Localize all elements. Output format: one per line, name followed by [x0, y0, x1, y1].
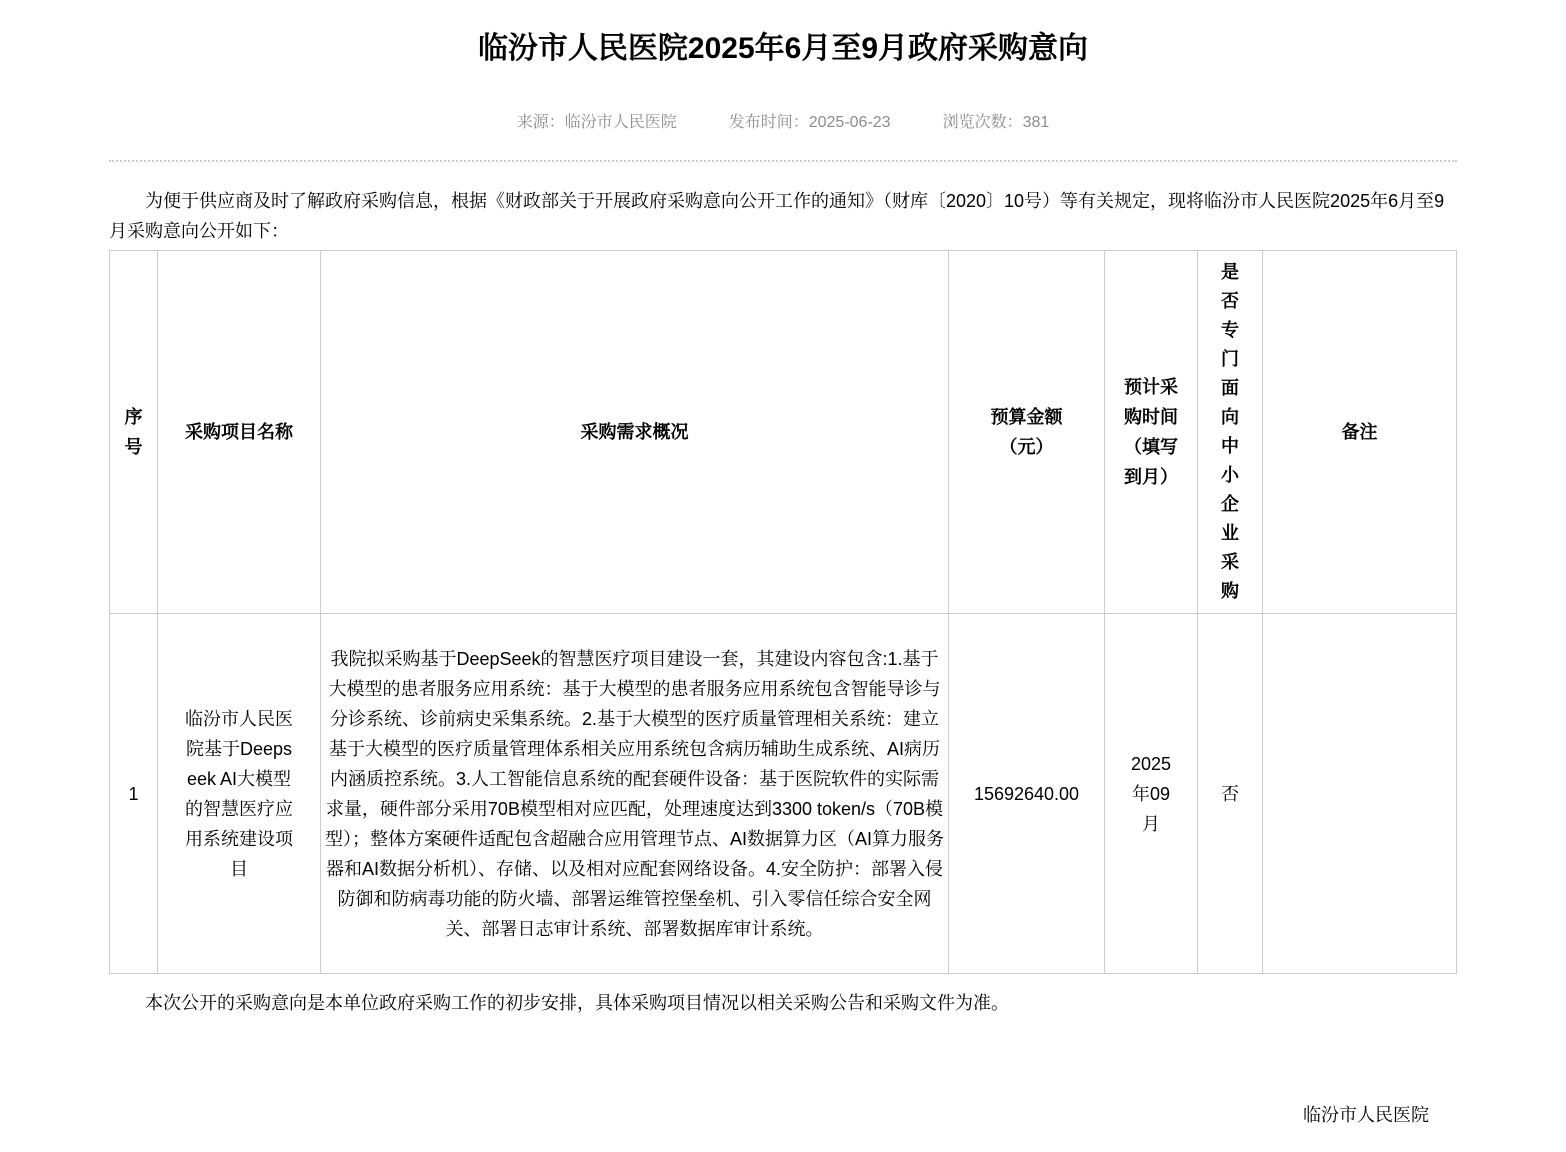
col-header-index-label: 序号 [124, 407, 143, 457]
meta-view-count [943, 112, 1050, 134]
col-header-smes-only-label: 是否专门面向中小企业采购 [1221, 262, 1239, 601]
page-title: 临汾市人民医院2025年6月至9月政府采购意向 [477, 32, 1089, 65]
meta-source-value: 临汾市人民医院 [564, 114, 677, 131]
meta-source-label: 来源： [516, 114, 565, 131]
cell-budget: 15692640.00 [949, 614, 1105, 974]
meta-publish-time [729, 112, 891, 134]
meta-row [109, 112, 1457, 134]
dotted-divider [109, 160, 1457, 162]
col-header-project-name-label: 采购项目名称 [185, 422, 293, 442]
cell-index: 1 [110, 614, 158, 974]
footer-note: 本次公开的采购意向是本单位政府采购工作的初步安排，具体采购项目情况以相关采购公告和采购文件为准。 [145, 993, 1009, 1013]
cell-project-name [158, 614, 321, 974]
cell-planned-time-text: 2025年09月 [1130, 753, 1172, 834]
signature: 临汾市人民医院 [1303, 1105, 1429, 1125]
cell-project-name-text: 临汾市人民医院基于Deepseek AI大模型的智慧医疗应用系统建设项目 [185, 708, 293, 879]
table-header-row [110, 251, 1457, 614]
announcement-page [109, 0, 1457, 1128]
col-header-remark [1263, 251, 1457, 614]
col-header-planned-time-label: 预计采购时间（填写到月） [1124, 377, 1178, 487]
col-header-budget-label: 预算金额（元） [990, 407, 1063, 457]
meta-source [517, 112, 677, 134]
meta-publish-value: 2025-06-23 [808, 114, 891, 131]
col-header-requirement [321, 251, 949, 614]
meta-publish-label: 发布时间： [728, 114, 809, 131]
table-row [110, 614, 1457, 974]
intro-paragraph: 为便于供应商及时了解政府采购信息，根据《财政部关于开展政府采购意向公开工作的通知》（财库〔2020〕10号）等有关规定，现将临汾市人民医院2025年6月至9月采购意向公开如下： [109, 191, 1445, 241]
col-header-smes-only [1198, 251, 1263, 614]
meta-views-label: 浏览次数： [942, 114, 1023, 131]
cell-requirement: 我院拟采购基于DeepSeek的智慧医疗项目建设一套，其建设内容包含:1.基于大模型的患者服务应用系统：基于大模型的患者服务应用系统包含智能导诊与分诊系统、诊前病史采集系统。2.基于大模型的医疗质量管理相关系统：建立基于大模型的医疗质量管理体系相关应用系统包含病历辅助生成系统、AI病历内涵质控系统。3.人工智能信息系统的配套硬件设备：基于医院软件的实际需求量，硬件部分采用70B模型相对应匹配，处理速度达到3300 token/s（70B模型）；整体方案硬件适配包含超融合应用管理节点、AI数据算力区（AI算力服务器和AI数据分析机）、存储、以及相对应配套网络设备。4.安全防护：部署入侵防御和防病毒功能的防火墙、部署运维管控堡垒机、引入零信任综合安全网关、部署日志审计系统、部署数据库审计系统。 [321, 614, 949, 974]
col-header-budget [949, 251, 1105, 614]
meta-views-value: 381 [1022, 114, 1050, 131]
cell-planned-time [1105, 614, 1198, 974]
col-header-planned-time [1105, 251, 1198, 614]
col-header-requirement-label: 采购需求概况 [580, 422, 689, 442]
col-header-remark-label: 备注 [1341, 422, 1378, 442]
col-header-index [110, 251, 158, 614]
col-header-project-name [158, 251, 321, 614]
cell-smes-only: 否 [1198, 614, 1263, 974]
cell-remark [1263, 614, 1457, 974]
procurement-intent-table [109, 250, 1457, 974]
